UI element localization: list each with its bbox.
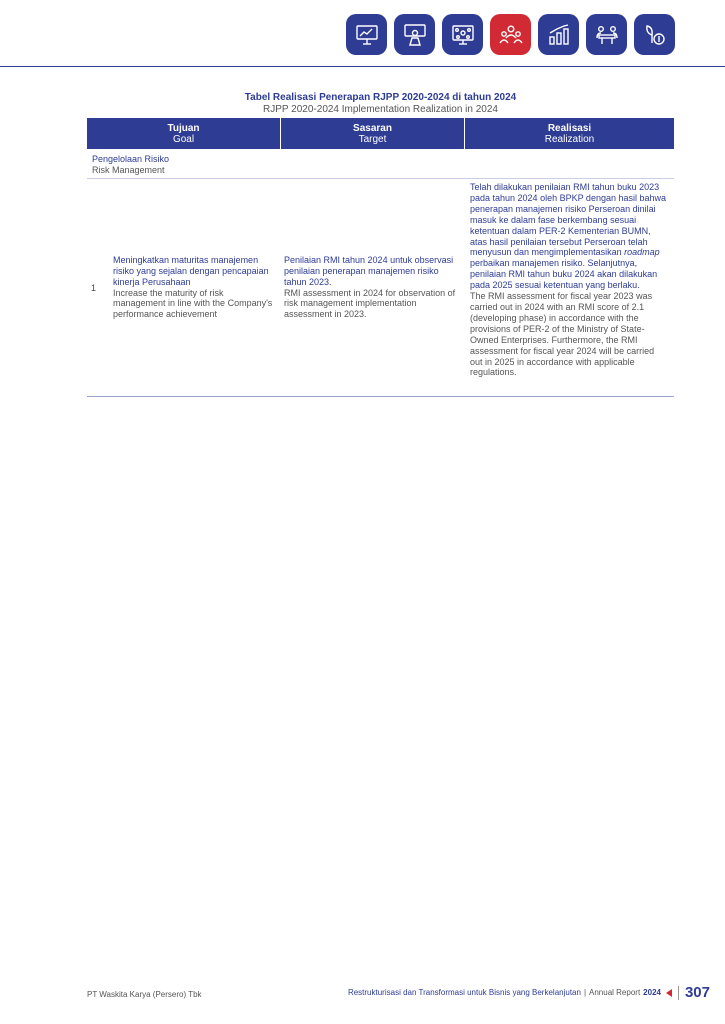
section-label-en: Risk Management (92, 165, 165, 175)
target-text-en: RMI assessment in 2024 for observation of risk management implementation assessment in 2023. (284, 287, 456, 320)
header-target-id: Sasaran (353, 122, 392, 134)
footer-company: PT Waskita Karya (Persero) Tbk (87, 990, 202, 999)
monitor-network-icon[interactable] (442, 14, 483, 55)
header-goal-id: Tujuan (167, 122, 200, 134)
target-text-id: Penilaian RMI tahun 2024 untuk observasi penilaian penerapan manajemen risiko tahun 2023. (284, 254, 454, 287)
realization-text-en: The RMI assessment for fiscal year 2023 was carried out in 2024 with an RMI score of 2.1 (developing phase) in accordance with the provisions of PER-2 of the Ministry of State-Owned Enterprises. Furthermore, the RMI assessment for fiscal year 2024 will be carried out in 2025 in accordance with applicable regulations. (470, 291, 655, 378)
plant-money-icon[interactable] (634, 14, 675, 55)
section-row (87, 149, 674, 179)
table-title-id: Tabel Realisasi Penerapan RJPP 2020-2024 di tahun 2024 (244, 92, 517, 103)
chapter-icon-strip (346, 14, 675, 55)
header-target-en: Target (358, 133, 387, 145)
realization-table (87, 118, 674, 397)
header-goal (87, 118, 280, 149)
header-realization-id: Realisasi (547, 122, 592, 134)
goal-cell (113, 179, 280, 396)
page-number: 307 (684, 984, 710, 1001)
footer-separator: | (583, 988, 587, 997)
realization-cell (464, 179, 674, 396)
realization-text-id-em: roadmap (624, 247, 660, 258)
header-realization-en: Realization (544, 133, 595, 145)
presentation-chart-icon[interactable] (346, 14, 387, 55)
section-label-id: Pengelolaan Risiko (92, 154, 170, 164)
meeting-table-icon[interactable] (586, 14, 627, 55)
triangle-marker-icon (666, 989, 672, 997)
goal-text-en: Increase the maturity of risk management in line with the Company's performance achievement (113, 287, 273, 320)
table-row (87, 179, 674, 397)
header-target (280, 118, 464, 149)
speaker-podium-icon[interactable] (394, 14, 435, 55)
table-title-en: RJPP 2020-2024 Implementation Realization in 2024 (263, 104, 498, 115)
header-realization (464, 118, 674, 149)
row-number: 1 (91, 282, 97, 293)
footer-year: 2024 (643, 988, 661, 997)
realization-text-id (470, 182, 668, 291)
realization-text-id-part1: Telah dilakukan penilaian RMI tahun buku 2023 pada tahun 2024 oleh BPKP dengan hasil bahwa penerapan manajemen risiko Perseroan dinilai masuk ke dalam fase berkembang sesuai ketentuan dalam PER-2 Kementerian BUMN, atas hasil penilaian tersebut Perseroan telah menyusun dan mengimplementasikan (470, 182, 666, 258)
target-cell (280, 179, 464, 396)
header-rule (0, 66, 725, 67)
bar-growth-icon[interactable] (538, 14, 579, 55)
footer-theme: Restrukturisasi dan Transformasi untuk Bisnis yang Berkelanjutan (347, 988, 581, 997)
footer-report: Annual Report (589, 988, 641, 997)
table-header (87, 118, 674, 149)
footer-divider (678, 986, 679, 1000)
header-goal-en: Goal (172, 133, 195, 145)
people-group-icon[interactable] (490, 14, 531, 55)
realization-text-id-part2: perbaikan manajemen risiko. Selanjutnya, penilaian RMI tahun buku 2024 akan dilakukan pada 2025 sesuai ketentuan yang berlaku. (470, 258, 658, 291)
goal-text-id: Meningkatkan maturitas manajemen risiko yang sejalan dengan pencapaian kinerja Perusahaan (113, 254, 269, 287)
footer-right (348, 984, 710, 1001)
table-title (87, 92, 674, 116)
